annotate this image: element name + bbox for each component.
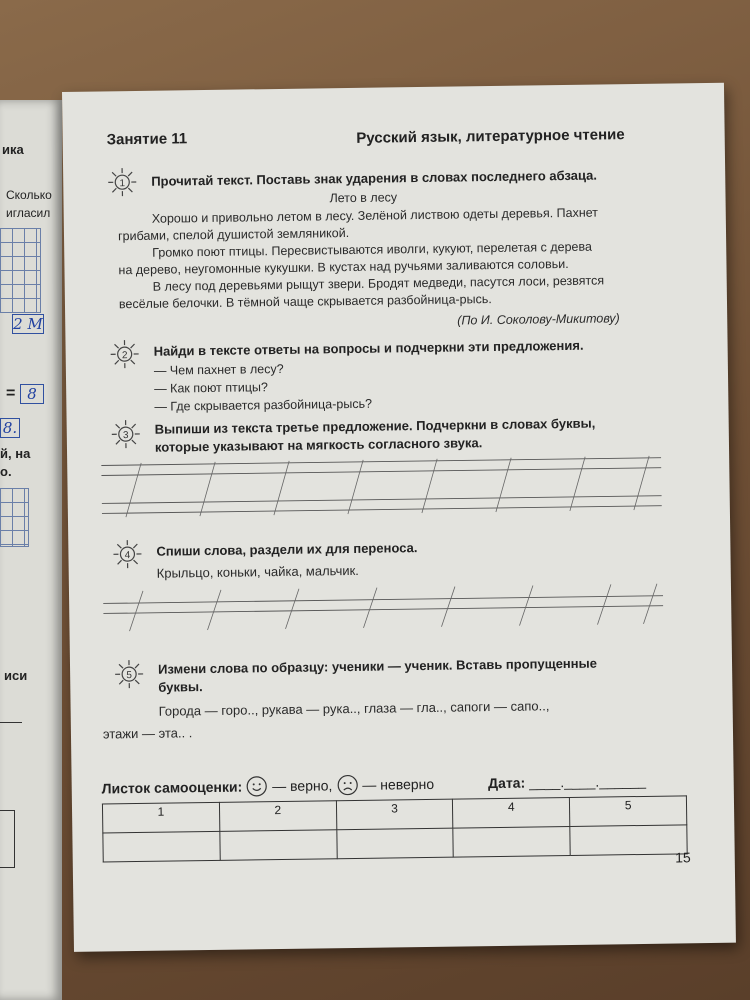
score-cell-3[interactable] — [336, 828, 453, 859]
task-2-question-3: — Где скрывается разбойница-рысь? — [154, 396, 373, 414]
correct-label: — верно, — [272, 777, 333, 795]
self-assessment-label: Листок самооценки: — [101, 778, 243, 797]
story-line-3: Громко поют птицы. Пересвистываются иволги, кукуют, перелетая с дерева — [152, 239, 592, 260]
subject-title: Русский язык, литературное чтение — [356, 126, 625, 147]
task-5-line-2: этажи — эта.. . — [102, 725, 193, 742]
date-label: Дата: — [488, 774, 526, 792]
score-col-3: 3 — [336, 799, 453, 830]
score-col-4: 4 — [453, 797, 570, 828]
task-5-title-line-1: Измени слова по образцу: ученики — ученик. Вставь пропущенные — [157, 655, 598, 677]
task-4-number: 4 — [124, 550, 131, 562]
story-line-2: грибами, спелой душистой земляникой. — [117, 226, 350, 244]
left-handwritten-box-2: 8 — [20, 384, 44, 404]
story-line-6: весёлые белочки. В тёмной чаще скрывается разбойница-рысь. — [118, 292, 492, 312]
task-2-question-2: — Как поют птицы? — [154, 380, 268, 396]
story-line-5: В лесу под деревьями рыщут звери. Бродят медведи, пасутся лоси, резвятся — [152, 273, 605, 294]
left-page-fragment — [0, 100, 62, 1000]
task-2-title: Найди в тексте ответы на вопросы и подчеркни эти предложения. — [153, 337, 584, 359]
story-attribution: (По И. Соколову-Микитову) — [457, 311, 620, 328]
happy-face-icon — [246, 775, 268, 797]
left-heading-fragment: ика — [2, 142, 24, 157]
task-1-number: 1 — [119, 178, 126, 190]
sad-face-icon — [336, 774, 358, 796]
task-3-title-line-2: которые указывают на мягкость согласного звука. — [154, 435, 483, 455]
task-2-question-1: — Чем пахнет в лесу? — [153, 361, 284, 378]
score-col-1: 1 — [102, 802, 219, 833]
left-equals-sign: = — [6, 385, 16, 402]
task-4-title: Спиши слова, раздели их для переноса. — [156, 540, 418, 559]
left-text-fragment-2: о. — [0, 464, 12, 479]
score-col-2: 2 — [219, 801, 336, 832]
task-4-sun-icon — [112, 539, 142, 569]
lesson-title: Занятие 11 — [106, 130, 188, 149]
page-number: 15 — [675, 849, 691, 866]
left-grid-2 — [0, 488, 29, 547]
task-4-writing-lines[interactable] — [103, 582, 664, 636]
left-text-fragment-1: й, на — [0, 446, 31, 461]
left-underline — [0, 722, 22, 723]
task-5-line-1: Города — горо.., рукава — рука.., глаза — гла.., сапоги — сапо.., — [158, 698, 550, 719]
workbook-page — [62, 83, 736, 952]
task-5-title-line-2: буквы. — [158, 679, 203, 695]
left-table-fragment — [0, 810, 15, 868]
self-assessment-row — [102, 770, 647, 800]
story-line-4: на дерево, неугомонные кукушки. В кустах над ручьями заливаются соловьи. — [118, 256, 569, 278]
task-3-writing-lines[interactable] — [101, 452, 662, 520]
left-handwritten-box-1: 2 M — [13, 315, 43, 333]
story-title: Лето в лесу — [329, 190, 398, 206]
wrong-label: — неверно — [362, 775, 435, 793]
left-question-line-1: Сколько — [6, 188, 52, 202]
date-blanks[interactable]: ____.____.______ — [529, 772, 647, 791]
score-cell-1[interactable] — [103, 831, 220, 862]
story-line-1: Хорошо и привольно летом в лесу. Зелёной листвою одеты деревья. Пахнет — [151, 205, 599, 226]
task-4-words: Крыльцо, коньки, чайка, мальчик. — [156, 562, 359, 581]
task-5-number: 5 — [126, 670, 133, 682]
task-3-number: 3 — [122, 430, 129, 442]
left-handwritten-box-3: 8. — [0, 418, 20, 438]
task-2-sun-icon — [109, 339, 139, 369]
score-cell-5[interactable] — [570, 825, 687, 856]
left-text-fragment-3: иси — [4, 668, 28, 683]
left-question-line-2: игласил — [6, 206, 51, 220]
task-1-sun-icon — [107, 167, 137, 197]
score-cell-4[interactable] — [453, 826, 570, 857]
score-col-5: 5 — [570, 796, 687, 827]
task-1-title: Прочитай текст. Поставь знак ударения в словах последнего абзаца. — [151, 167, 598, 189]
score-table — [102, 795, 688, 862]
left-grid-1 — [0, 228, 41, 313]
task-5-sun-icon — [114, 659, 144, 689]
task-3-sun-icon — [111, 419, 141, 449]
task-3-title-line-1: Выпиши из текста третье предложение. Подчеркни в словах буквы, — [154, 415, 596, 437]
score-cell-2[interactable] — [220, 830, 337, 861]
task-2-number: 2 — [121, 350, 128, 362]
